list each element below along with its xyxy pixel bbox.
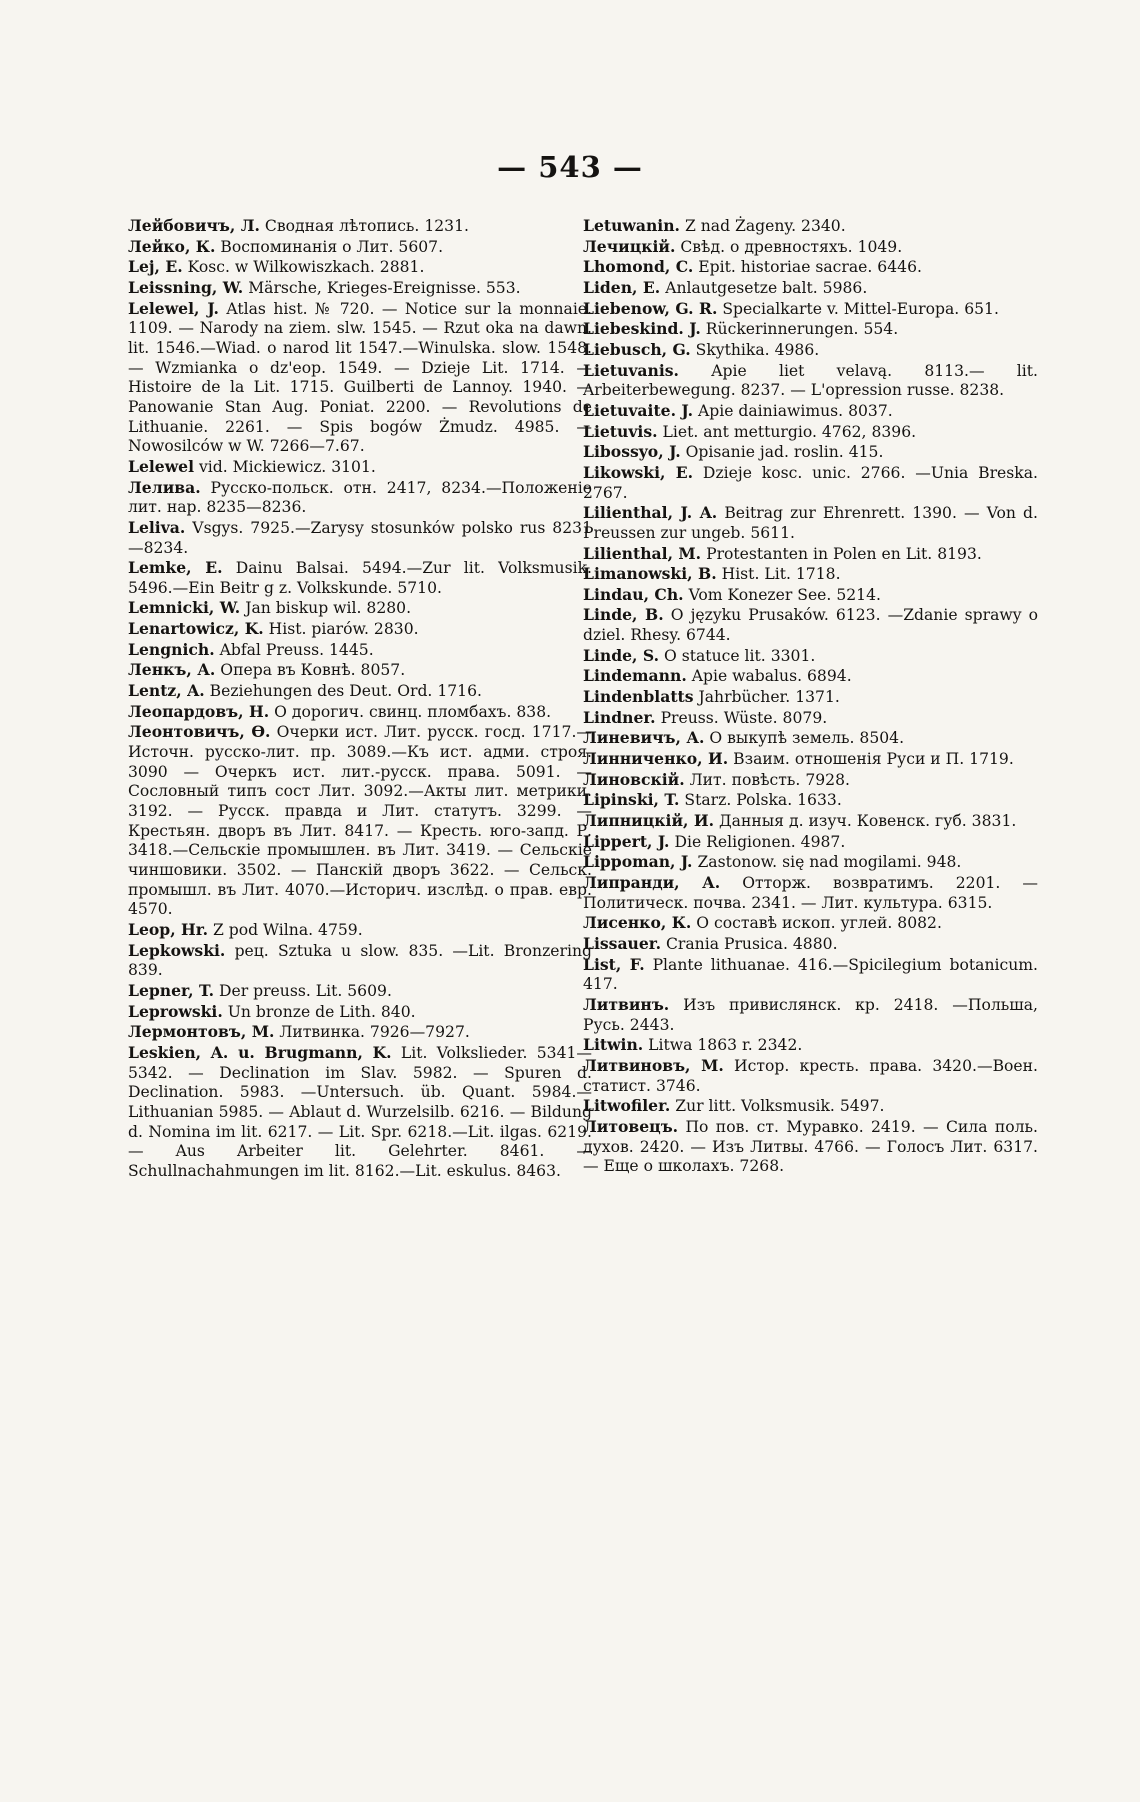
entry-author: Lemke, E.: [128, 558, 223, 578]
entry-author: Leop, Hr.: [128, 919, 208, 939]
entry-works: Русско-польск. отн. 2417, 8234.—Положеніе лит. нар. 8235—8236.: [128, 478, 592, 517]
entry-works: Vsgys. 7925.—Zarysy stosunków polsko rus 8231—8234.: [128, 518, 592, 557]
entry-author: Ленкъ, А.: [128, 660, 216, 680]
index-entry: [583, 237, 1038, 258]
index-entry: [128, 1022, 592, 1043]
entry-works: Vom Konezer See. 5214.: [683, 585, 881, 604]
index-entry: [583, 442, 1038, 463]
entry-author: Липницкій, И.: [583, 811, 715, 831]
entry-works: Свѣд. о древностяхъ. 1049.: [675, 237, 903, 256]
entry-works: O statuce lit. 3301.: [659, 646, 816, 665]
index-entry: [128, 981, 592, 1002]
index-entry: [583, 216, 1038, 237]
index-entry: [583, 564, 1038, 585]
index-entry: [583, 811, 1038, 832]
index-entry: [128, 257, 592, 278]
entry-author: Литовецъ.: [583, 1116, 679, 1136]
entry-works: Die Religionen. 4987.: [669, 832, 846, 851]
index-entry: [583, 646, 1038, 667]
entry-works: Изъ привислянск. кр. 2418. —Польша, Русь. 2443.: [583, 995, 1038, 1034]
left-column: [128, 216, 592, 1182]
entry-works: Lit. Volkslieder. 5341—5342. — Declination im Slav. 5982. — Spuren d. Declination. 5983. —Untersuch. üb. Quant. 5984.—Lithuanian 5985. — Ablaut d. Wurzelsilb. 6216. — Bildung d. Nomina im lit. 6217. — Lit. Spr. 6218.—Lit. ilgas. 6219.— Aus Arbeiter lit. Gelehrter. 8461. — Schullnachahmungen im lit. 8162.—Lit. eskulus. 8463.: [128, 1043, 593, 1180]
entry-works: Rückerinnerungen. 554.: [700, 320, 899, 339]
index-entry: [583, 1035, 1038, 1056]
entry-works: Лит. повѣсть. 7928.: [684, 770, 850, 789]
entry-author: Lindemann.: [583, 666, 687, 686]
entry-works: Abfal Preuss. 1445.: [214, 640, 374, 659]
index-entry: [128, 558, 592, 598]
entry-works: Protestanten in Polen en Lit. 8193.: [701, 544, 982, 563]
entry-author: Липранди, А.: [583, 873, 721, 892]
entry-author: Lepkowski.: [128, 940, 226, 960]
entry-works: Apie dainiawimus. 8037.: [693, 401, 893, 420]
entry-works: Epit. historiae sacrae. 6446.: [693, 258, 922, 277]
entry-works: Взаим. отношенія Руси и П. 1719.: [728, 750, 1014, 769]
entry-works: Dzieje kosc. unic. 2766. —Unia Breska. 2767.: [583, 463, 1038, 502]
entry-works: Apie wabalus. 6894.: [686, 667, 852, 686]
entry-author: Lietuvanis.: [583, 360, 679, 380]
index-entry: [128, 1043, 592, 1182]
index-entry: [583, 585, 1038, 606]
entry-author: Lipinski, T.: [583, 790, 680, 810]
index-entry: [583, 728, 1038, 749]
index-entry: [583, 299, 1038, 320]
index-entry: [128, 920, 592, 941]
index-entry: [128, 681, 592, 702]
index-entry: [128, 216, 592, 237]
entry-works: Литвинка. 7926—7927.: [274, 1023, 470, 1042]
entry-works: рец. Sztuka u slow. 835. —Lit. Bronzering 839.: [128, 941, 592, 980]
index-entry: [583, 361, 1038, 401]
entry-works: Liet. ant metturgio. 4762, 8396.: [657, 422, 917, 441]
entry-author: Lilienthal, J. A.: [583, 503, 718, 523]
entry-author: Линовскій.: [583, 769, 685, 789]
index-entry: [583, 666, 1038, 687]
entry-works: Starz. Polska. 1633.: [679, 791, 842, 810]
entry-works: vid. Mickiewicz. 3101.: [194, 457, 376, 476]
entry-works: О выкупѣ земель. 8504.: [704, 729, 905, 748]
entry-author: Lepner, T.: [128, 980, 215, 1000]
entry-author: Liden, E.: [583, 277, 661, 297]
index-entry: [583, 1117, 1038, 1177]
index-entry: [583, 278, 1038, 299]
entry-works: Opisanie jad. roslin. 415.: [680, 443, 884, 462]
index-entry: [583, 995, 1038, 1035]
entry-works: Beziehungen des Deut. Ord. 1716.: [204, 682, 482, 701]
entry-author: Lietuvaite. J.: [583, 400, 694, 420]
entry-works: Очерки ист. Лит. русск. госд. 1717.—Источн. русско-лит. пр. 3089.—Къ ист. адми. строя. 3090 — Очеркъ ист. лит.-русск. права. 5091. — Сословный типъ сост Лит. 3092.—Акты лит. метрики. 3192. — Русск. правда и Лит. статутъ. 3299. — Крестьян. дворъ въ Лит. 8417. — Кресть. юго-запд. Р. 3418.—Сельскіе промышлен. въ Лит. 3419. — Сельскіе чиншовики. 3502. — Панскій дворъ 3622. — Сельск. промышл. въ Лит. 4070.—Историч. изслѣд. о прав. евр. 4570.: [128, 723, 592, 919]
index-entry: [128, 518, 592, 558]
entry-works: Сводная лѣтопись. 1231.: [259, 217, 469, 235]
entry-author: Лелива.: [128, 477, 201, 497]
index-entry: [583, 1056, 1038, 1096]
entry-works: Jan biskup wil. 8280.: [240, 599, 412, 618]
index-entry: [128, 941, 592, 981]
entry-author: Leliva.: [128, 517, 186, 537]
index-entry: [128, 1002, 592, 1023]
entry-author: Lelewel, J.: [128, 298, 219, 318]
entry-works: Un bronze de Lith. 840.: [222, 1002, 416, 1021]
entry-author: Литвиновъ, М.: [583, 1055, 724, 1075]
entry-works: Zastonow. się nad mogilami. 948.: [692, 853, 962, 872]
entry-author: Lissauer.: [583, 933, 662, 953]
entry-works: Опера въ Ковнѣ. 8057.: [215, 661, 406, 680]
index-entry: [583, 401, 1038, 422]
entry-author: Lemnicki, W.: [128, 598, 241, 618]
entry-works: Воспоминанія о Лит. 5607.: [215, 237, 444, 256]
entry-works: Litwa 1863 r. 2342.: [643, 1036, 803, 1055]
index-entry: [583, 463, 1038, 503]
entry-author: Lindenblatts: [583, 687, 694, 707]
entry-works: Anlautgesetze balt. 5986.: [660, 278, 868, 297]
entry-works: Hist. Lit. 1718.: [716, 565, 841, 584]
index-entry: [583, 913, 1038, 934]
index-entry: [583, 852, 1038, 873]
entry-works: Plante lithuanae. 416.—Spicilegium botanicum. 417.: [583, 955, 1038, 994]
entry-author: Litwin.: [583, 1035, 644, 1055]
entry-author: Линевичъ, А.: [583, 728, 705, 748]
index-entry: [583, 832, 1038, 853]
entry-works: Specialkarte v. Mittel-Europa. 651.: [717, 299, 999, 318]
index-entry: [583, 749, 1038, 770]
entry-author: Litwofiler.: [583, 1096, 671, 1116]
index-entry: [583, 503, 1038, 543]
entry-author: Lelewel: [128, 456, 194, 476]
entry-author: Letuwanin.: [583, 216, 680, 235]
entry-author: Леопардовъ, Н.: [128, 701, 270, 721]
entry-works: О дорогич. свинц. пломбахъ. 838.: [269, 702, 552, 721]
entry-author: Leissning, W.: [128, 277, 244, 297]
index-entry: [583, 873, 1038, 913]
index-entry: [583, 257, 1038, 278]
entry-author: Libossyo, J.: [583, 442, 681, 462]
entry-author: Lengnich.: [128, 639, 215, 659]
index-entry: [583, 687, 1038, 708]
index-entry: [583, 544, 1038, 565]
entry-works: Preuss. Wüste. 8079.: [655, 708, 828, 727]
entry-author: Leprowski.: [128, 1001, 223, 1021]
entry-works: Z pod Wilna. 4759.: [208, 920, 363, 939]
entry-works: Kosc. w Wilkowiszkach. 2881.: [182, 258, 425, 277]
entry-author: Limanowski, B.: [583, 564, 717, 584]
entry-author: Lentz, A.: [128, 681, 205, 701]
index-entry: [583, 422, 1038, 443]
entry-works: Zur litt. Volksmusik. 5497.: [670, 1097, 885, 1116]
entry-works: По пов. ст. Муравко. 2419. — Сила поль. духов. 2420. — Изъ Литвы. 4766. — Голосъ Лит. 6317. — Еще о школахъ. 7268.: [583, 1117, 1038, 1176]
index-entry: [583, 319, 1038, 340]
entry-author: Лермонтовъ, М.: [128, 1022, 275, 1042]
index-entry: [583, 955, 1038, 995]
right-column: [583, 216, 1038, 1177]
index-entry: [128, 478, 592, 518]
entry-author: Liebeskind. J.: [583, 319, 701, 339]
entry-works: Dainu Balsai. 5494.—Zur lit. Volksmusik. 5496.—Ein Beitr g z. Volkskunde. 5710.: [128, 559, 592, 597]
entry-works: Hist. piarów. 2830.: [263, 620, 419, 639]
entry-author: Lippoman, J.: [583, 852, 693, 872]
entry-author: Likowski, E.: [583, 462, 694, 482]
index-entry: [128, 702, 592, 723]
entry-works: Данныя д. изуч. Ковенск. губ. 3831.: [714, 812, 1017, 831]
index-entry: [583, 770, 1038, 791]
entry-works: Märsche, Krieges-Ereignisse. 553.: [243, 278, 521, 297]
entry-works: O języku Prusaków. 6123. —Zdanie sprawy o dziel. Rhesy. 6744.: [583, 606, 1038, 645]
entry-author: Linde, S.: [583, 645, 660, 665]
entry-author: Lindner.: [583, 707, 656, 727]
entry-works: Crania Prusica. 4880.: [661, 934, 838, 953]
entry-works: Skythika. 4986.: [690, 340, 820, 359]
entry-author: Lhomond, C.: [583, 257, 694, 277]
entry-works: Истор. кресть. права. 3420.—Воен. статист. 3746.: [583, 1056, 1038, 1095]
entry-works: Atlas hist. № 720. — Notice sur la monnaie. 1109. — Narody na ziem. slw. 1545. — Rzut oka na dawn. lit. 1546.—Wiad. o narod lit 1547.—Winulska. slow. 1548. — Wzmianka o dz'eop. 1549. — Dzieje Lit. 1714. — Histoire de la Lit. 1715. Guilberti de Lannoy. 1940. — Panowanie Stan Aug. Poniat. 2200. — Revolutions de Lithuanie. 2261. — Spis bogów Żmudz. 4985. — Nowosilców w W. 7266—7.67.: [128, 299, 592, 456]
index-entry: [128, 598, 592, 619]
index-entry: [128, 619, 592, 640]
entry-author: Lietuvis.: [583, 421, 658, 441]
page-number: — 543 —: [497, 150, 643, 184]
entry-author: Лечицкій.: [583, 236, 676, 256]
entry-author: Lippert, J.: [583, 831, 670, 851]
entry-works: Отторж. возвратимъ. 2201. — Политическ. почва. 2341. — Лит. культура. 6315.: [583, 874, 1038, 912]
entry-author: Лисенко, К.: [583, 913, 692, 933]
entry-author: Lenartowicz, K.: [128, 619, 264, 639]
entry-works: Beitrag zur Ehrenrett. 1390. — Von d. Preussen zur ungeb. 5611.: [583, 504, 1038, 542]
index-entry: [128, 278, 592, 299]
entry-author: Линниченко, И.: [583, 749, 729, 769]
entry-works: О составѣ ископ. углей. 8082.: [691, 914, 942, 933]
entry-author: Leskien, A. u. Brugmann, K.: [128, 1042, 392, 1062]
index-entry: [128, 237, 592, 258]
entry-works: Apie liet velavą. 8113.— lit. Arbeiterbewegung. 8237. — L'opression russe. 8238.: [583, 361, 1038, 400]
entry-author: Liebenow, G. R.: [583, 298, 718, 318]
index-entry: [583, 1096, 1038, 1117]
index-entry: [128, 660, 592, 681]
entry-works: Der preuss. Lit. 5609.: [214, 981, 392, 1000]
index-entry: [128, 457, 592, 478]
index-entry: [128, 299, 592, 457]
index-entry: [583, 934, 1038, 955]
index-entry: [583, 340, 1038, 361]
entry-author: Lilienthal, M.: [583, 543, 702, 563]
entry-works: Z nad Żageny. 2340.: [679, 217, 846, 235]
entry-author: Леонтовичъ, Ѳ.: [128, 722, 271, 742]
entry-author: Лейко, К.: [128, 236, 216, 256]
index-entry: [583, 605, 1038, 645]
entry-works: Jahrbücher. 1371.: [693, 688, 840, 707]
entry-author: Lindau, Ch.: [583, 584, 684, 604]
index-entry: [583, 708, 1038, 729]
entry-author: Liebusch, G.: [583, 339, 691, 359]
index-entry: [583, 790, 1038, 811]
index-entry: [128, 640, 592, 661]
entry-author: Linde, B.: [583, 605, 664, 625]
entry-author: Лейбовичъ, Л.: [128, 216, 260, 235]
entry-author: Литвинъ.: [583, 994, 670, 1014]
entry-author: Lej, E.: [128, 257, 183, 277]
index-entry: [128, 722, 592, 920]
entry-author: List, F.: [583, 954, 645, 974]
